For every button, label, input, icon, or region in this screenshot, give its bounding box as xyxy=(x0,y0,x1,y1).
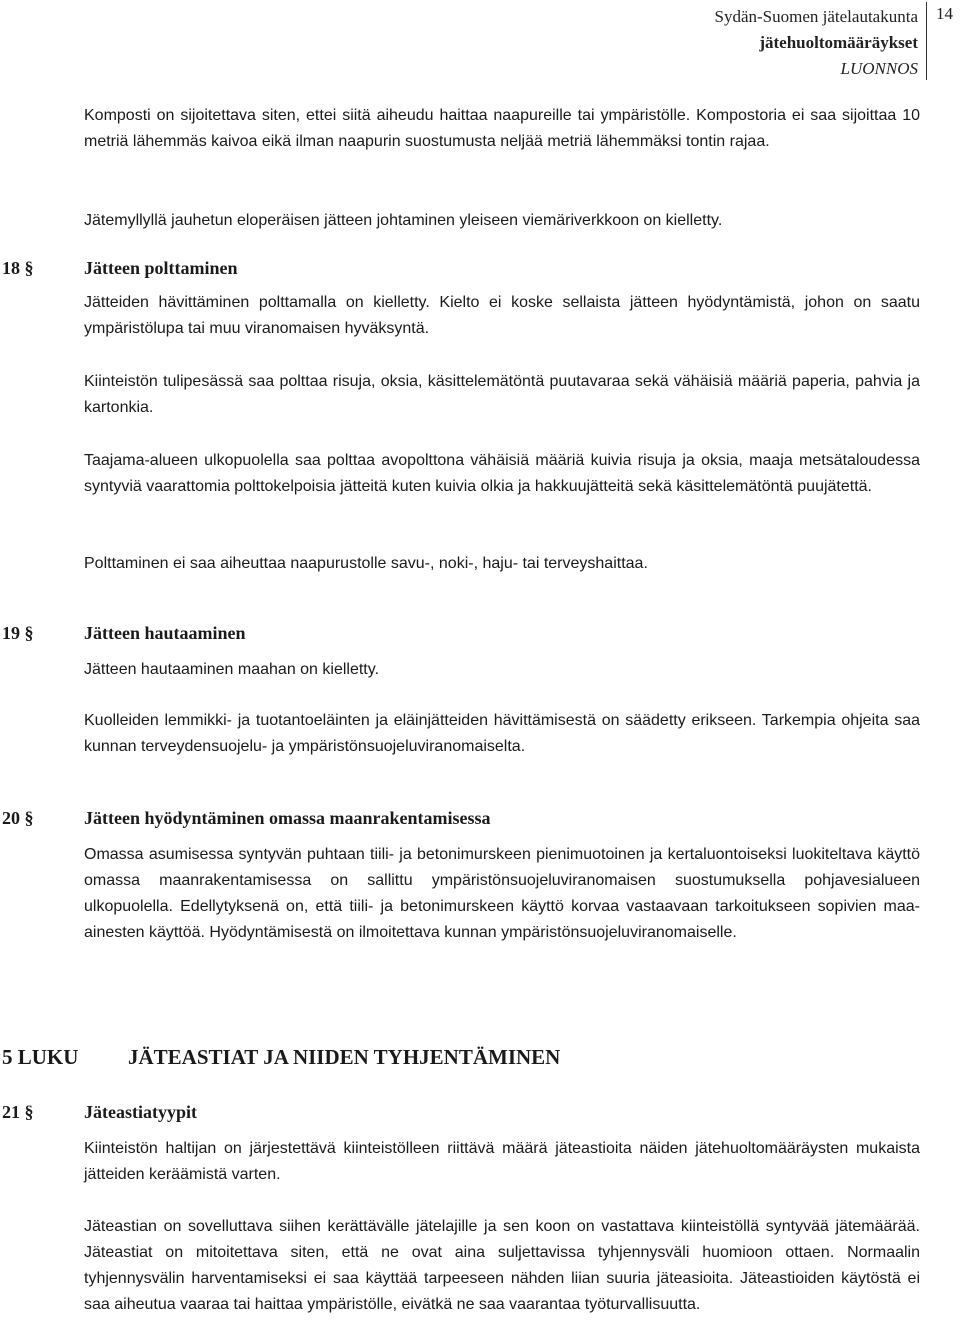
page-number: 14 xyxy=(936,4,953,23)
header-org: Sydän-Suomen jätelautakunta xyxy=(714,7,918,26)
s21-paragraph-2: Jäteastian on sovelluttava siihen kerättävälle jätelajille ja sen koon on vastattava kiinteistöllä syntyvää jätemäärää. Jäteastiat on mitoitettava siten, että ne ovat aina suljettavissa tyhjennysväli huomioon ottaen. Normaalin tyhjennysvälin harventamiseksi ei saa käyttää tarpeeseen nähden liian suuria jäteasioita. Jäteastioiden käytöstä ei saa aiheutua vaaraa tai haittaa ympäristölle, eivätkä ne saa vaarantaa työturvallisuutta. xyxy=(84,1218,920,1313)
section-title: Jätteen hyödyntäminen omassa maanrakentamisessa xyxy=(84,808,491,828)
header-divider xyxy=(926,2,927,80)
chapter-5-heading xyxy=(2,1042,561,1072)
section-number: 20 § xyxy=(2,808,34,828)
header-doc-title: jätehuoltomääräykset xyxy=(759,33,918,52)
section-20-heading xyxy=(2,805,491,831)
section-number: 19 § xyxy=(2,623,34,643)
s19-paragraph-2: Kuolleiden lemmikki- ja tuotantoeläinten ja eläinjätteiden hävittämisestä on säädetty erikseen. Tarkempia ohjeita saa kunnan terveydensuojelu- ja ympäristönsuojeluviranomaiselta. xyxy=(84,712,920,755)
paragraph-grinder: Jätemyllyllä jauhetun eloperäisen jätteen johtaminen yleiseen viemäriverkkoon on kielletty. xyxy=(84,212,723,229)
section-title: Jätteen polttaminen xyxy=(84,258,238,278)
section-number: 21 § xyxy=(2,1102,34,1122)
s21-paragraph-1: Kiinteistön haltijan on järjestettävä kiinteistölleen riittävä määrä jäteastioita näiden jätehuoltomääräysten mukaista jätteiden keräämistä varten. xyxy=(84,1140,920,1183)
header-status: LUONNOS xyxy=(840,59,918,78)
page-header xyxy=(560,4,918,82)
section-19-heading xyxy=(2,620,246,646)
section-number: 18 § xyxy=(2,258,34,278)
s18-paragraph-1: Jätteiden hävittäminen polttamalla on kielletty. Kielto ei koske sellaista jätteen hyödyntämistä, johon on saatu ympäristölupa tai muu viranomaisen hyväksyntä. xyxy=(84,294,920,337)
s18-paragraph-2: Kiinteistön tulipesässä saa polttaa risuja, oksia, käsittelemätöntä puutavaraa sekä vähäisiä määriä paperia, pahvia ja kartonkia. xyxy=(84,373,920,416)
paragraph-compost: Komposti on sijoitettava siten, ettei siitä aiheudu haittaa naapureille tai ympäristölle. Kompostoria ei saa sijoittaa 10 metriä lähemmäs kaivoa eikä ilman naapurin suostumusta neljää metriä lähemmäksi tontin rajaa. xyxy=(84,107,920,150)
section-title: Jäteastiatyypit xyxy=(84,1102,197,1122)
s18-paragraph-3: Taajama-alueen ulkopuolella saa polttaa avopolttona vähäisiä määriä kuivia risuja ja oksia, maaja metsätaloudessa syntyviä vaarattomia polttokelpoisia jätteitä kuten kuivia olkia ja hakkuujätteitä sekä käsittelemätöntä puujätettä. xyxy=(84,452,920,495)
chapter-title: JÄTEASTIAT JA NIIDEN TYHJENTÄMINEN xyxy=(128,1045,561,1069)
chapter-number: 5 LUKU xyxy=(2,1045,79,1069)
s20-paragraph-1: Omassa asumisessa syntyvän puhtaan tiili- ja betonimurskeen pienimuotoinen ja kertaluontoiseksi luokiteltava käyttö omassa maanrakentamisessa on sallittu ympäristönsuojeluviranomaisen suostumuksella pohjavesialueen ulkopuolella. Edellytyksenä on, että tiili- ja betonimurskeen käyttö korvaa vastaavaan tarkoitukseen sopivien maa-ainesten käyttöä. Hyödyntämisestä on ilmoitettava kunnan ympäristönsuojeluviranomaiselle. xyxy=(84,846,920,941)
section-21-heading xyxy=(2,1099,197,1125)
s19-paragraph-1: Jätteen hautaaminen maahan on kielletty. xyxy=(84,661,380,678)
s18-paragraph-4: Polttaminen ei saa aiheuttaa naapurustolle savu-, noki-, haju- tai terveyshaittaa. xyxy=(84,555,648,572)
section-title: Jätteen hautaaminen xyxy=(84,623,246,643)
section-18-heading xyxy=(2,255,238,281)
